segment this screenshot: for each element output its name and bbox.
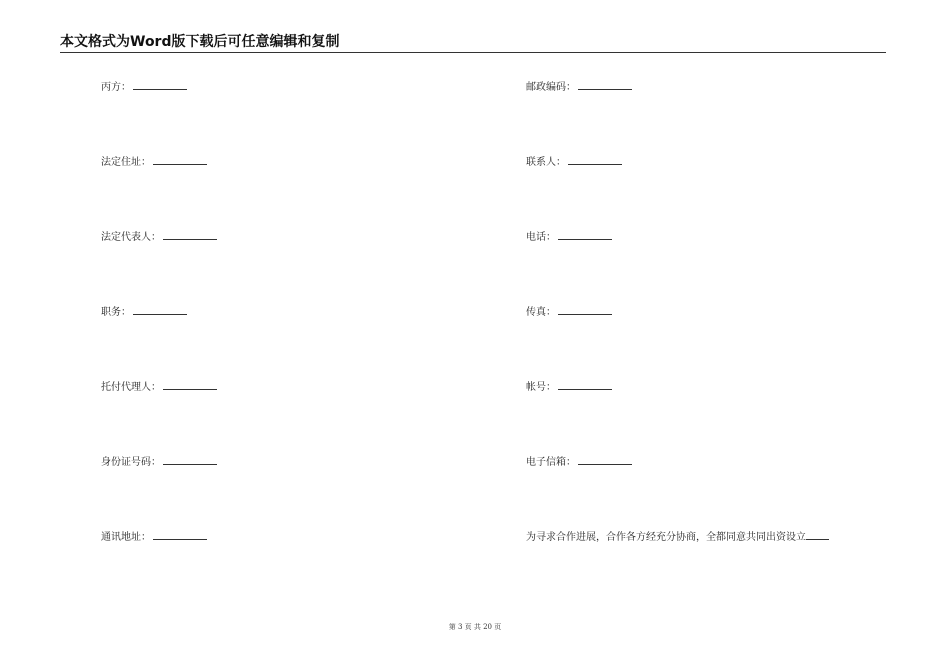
field-label: 帐号：: [526, 382, 556, 393]
blank-line: [153, 530, 207, 540]
field-legal-address: [101, 155, 207, 170]
blank-line: [578, 80, 632, 90]
blank-line: [558, 230, 612, 240]
field-party-c: [101, 80, 187, 95]
field-label: 职务：: [101, 307, 131, 318]
blank-line: [806, 530, 829, 540]
blank-line: [153, 155, 207, 165]
blank-line: [558, 305, 612, 315]
header-title: 本文格式为Word版下载后可任意编辑和复制: [60, 34, 340, 50]
blank-line: [163, 230, 217, 240]
field-label: 邮政编码：: [526, 82, 576, 93]
page-header: [60, 34, 886, 53]
field-label: 电子信箱：: [526, 457, 576, 468]
field-label: 传真：: [526, 307, 556, 318]
blank-line: [133, 305, 187, 315]
field-account: [526, 380, 612, 395]
body-sentence: [526, 530, 829, 545]
body-sentence-text: 为寻求合作进展，合作各方经充分协商，全都同意共同出资设立: [526, 532, 806, 543]
field-id-number: [101, 455, 217, 470]
field-agent: [101, 380, 217, 395]
field-label: 托付代理人：: [101, 382, 161, 393]
field-label: 丙方：: [101, 82, 131, 93]
field-label: 通讯地址：: [101, 532, 151, 543]
field-legal-representative: [101, 230, 217, 245]
field-email: [526, 455, 632, 470]
field-postal-code: [526, 80, 632, 95]
field-label: 身份证号码：: [101, 457, 161, 468]
field-position: [101, 305, 187, 320]
blank-line: [163, 455, 217, 465]
field-contact-person: [526, 155, 622, 170]
blank-line: [568, 155, 622, 165]
field-label: 法定住址：: [101, 157, 151, 168]
blank-line: [558, 380, 612, 390]
field-label: 电话：: [526, 232, 556, 243]
page-footer: [0, 622, 950, 632]
blank-line: [163, 380, 217, 390]
field-label: 联系人：: [526, 157, 566, 168]
page-number: 第 3 页 共 20 页: [448, 623, 502, 631]
blank-line: [133, 80, 187, 90]
field-mailing-address: [101, 530, 207, 545]
field-label: 法定代表人：: [101, 232, 161, 243]
field-fax: [526, 305, 612, 320]
field-phone: [526, 230, 612, 245]
blank-line: [578, 455, 632, 465]
